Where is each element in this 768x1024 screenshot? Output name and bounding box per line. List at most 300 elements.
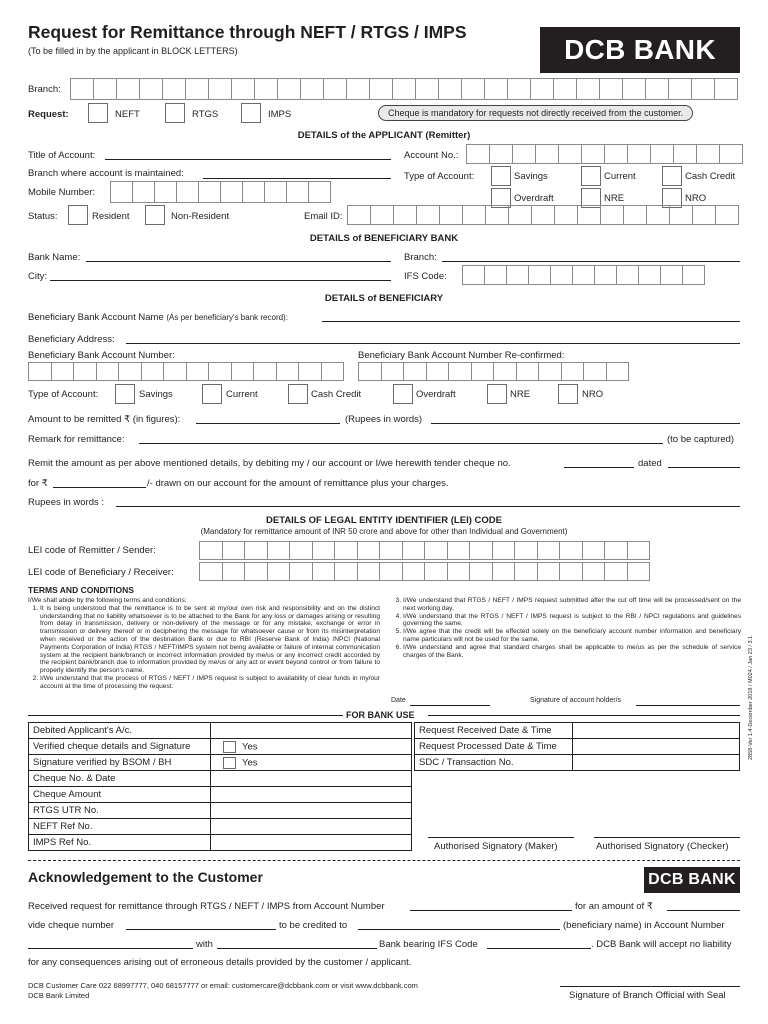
char-box[interactable]: [507, 265, 529, 285]
char-box[interactable]: [485, 78, 508, 100]
cheque-no-line[interactable]: [564, 467, 634, 468]
char-box[interactable]: [494, 362, 517, 381]
bank-row-label: Cheque No. & Date: [29, 771, 211, 787]
cheque-mandatory-note: Cheque is mandatory for requests not directly received from the customer.: [378, 105, 693, 121]
signature-holder-label: Signature of account holder/s: [530, 697, 622, 704]
beneficiary-account-number-label: Beneficiary Bank Account Number:: [28, 350, 175, 361]
bank-row-value[interactable]: [211, 835, 412, 851]
ack-title: Acknowledgement to the Customer: [28, 869, 263, 885]
terms-intro: I/We shall abide by the following terms and conditions:: [28, 597, 187, 604]
ben-nre-label: NRE: [510, 389, 531, 400]
term-6: 6. I/We understand and agree that standard charges shall be applicable to me/us as per the schedule of service charges of the Bank.: [403, 644, 741, 660]
char-box[interactable]: [394, 205, 417, 225]
char-box[interactable]: [416, 78, 439, 100]
beneficiary-account-number-boxes[interactable]: [28, 362, 344, 381]
char-box[interactable]: [403, 562, 426, 581]
char-box[interactable]: [29, 362, 52, 381]
char-box[interactable]: [538, 541, 561, 560]
resident-checkbox[interactable]: [68, 205, 88, 225]
char-box[interactable]: [669, 78, 692, 100]
char-box[interactable]: [245, 562, 268, 581]
imps-label: IMPS: [268, 109, 292, 120]
maker-signature-line[interactable]: [428, 837, 574, 838]
char-box[interactable]: [562, 362, 585, 381]
char-box[interactable]: [359, 362, 382, 381]
char-box[interactable]: [199, 181, 221, 203]
ben-cash-credit-checkbox[interactable]: [288, 384, 308, 404]
bank-right-value[interactable]: [573, 723, 740, 739]
beneficiary-account-name-line[interactable]: [322, 321, 740, 322]
lei-heading: DETAILS OF LEGAL ENTITY IDENTIFIER (LEI) CODE: [266, 515, 502, 526]
char-box[interactable]: [517, 362, 540, 381]
char-box[interactable]: [578, 205, 601, 225]
mobile-label: Mobile Number:: [28, 187, 96, 198]
resident-label: Resident: [92, 211, 130, 222]
nre-label: NRE: [604, 193, 625, 204]
rupees-words-line[interactable]: [431, 423, 740, 424]
char-box[interactable]: [133, 181, 155, 203]
bank-row-value[interactable]: [211, 787, 412, 803]
nro-label: NRO: [685, 193, 707, 204]
char-box[interactable]: [601, 205, 624, 225]
remark-line[interactable]: [139, 443, 663, 444]
status-label: Status:: [28, 211, 58, 222]
char-box[interactable]: [646, 78, 669, 100]
city-label: City:: [28, 271, 47, 282]
ack-line3b: Bank bearing IFS Code: [379, 939, 478, 950]
char-box[interactable]: [119, 362, 142, 381]
bank-row-value[interactable]: [211, 819, 412, 835]
ben-savings-label: Savings: [139, 389, 173, 400]
account-no-boxes[interactable]: [466, 144, 743, 164]
char-box[interactable]: [670, 205, 693, 225]
char-box[interactable]: [393, 78, 416, 100]
date-line[interactable]: [410, 705, 490, 706]
char-box[interactable]: [200, 541, 223, 560]
bank-row-label: NEFT Ref No.: [29, 819, 211, 835]
char-box[interactable]: [290, 541, 313, 560]
char-box[interactable]: [536, 144, 559, 164]
checker-signature-line[interactable]: [594, 837, 740, 838]
amount-figures-line[interactable]: [196, 423, 340, 424]
char-box[interactable]: [221, 181, 243, 203]
remit-text: Remit the amount as per above mentioned details, by debiting my / our account or I/we herewith tender cheque no.: [28, 458, 511, 469]
char-box[interactable]: [560, 541, 583, 560]
branch-maintained-line[interactable]: [203, 178, 391, 179]
char-box[interactable]: [278, 78, 301, 100]
account-no-label: Account No.:: [404, 150, 459, 161]
char-box[interactable]: [560, 562, 583, 581]
char-box[interactable]: [187, 362, 210, 381]
char-box[interactable]: [117, 78, 140, 100]
char-box[interactable]: [382, 362, 405, 381]
term-2: 2. I/We understand that the process of RTGS / NEFT / IMPS request is subject to availability of clear funds in my/our account at the time of processing the request.: [40, 675, 380, 691]
bank-row-value[interactable]: [211, 771, 412, 787]
char-box[interactable]: [243, 181, 265, 203]
for-rs-label: for ₹: [28, 478, 48, 489]
char-box[interactable]: [470, 541, 493, 560]
imps-checkbox[interactable]: [241, 103, 261, 123]
beneficiary-account-reconfirmed-boxes[interactable]: [358, 362, 629, 381]
char-box[interactable]: [628, 541, 651, 560]
bank-logo-small: DCB BANK: [644, 867, 740, 893]
char-box[interactable]: [370, 78, 393, 100]
beneficiary-branch-line[interactable]: [442, 261, 740, 262]
char-box[interactable]: [472, 362, 495, 381]
char-box[interactable]: [94, 78, 117, 100]
char-box[interactable]: [223, 541, 246, 560]
char-box[interactable]: [268, 562, 291, 581]
char-box[interactable]: [485, 265, 507, 285]
ack-bank-line[interactable]: [217, 948, 377, 949]
char-box[interactable]: [232, 78, 255, 100]
char-box[interactable]: [52, 362, 75, 381]
char-box[interactable]: [324, 78, 347, 100]
bank-name-label: Bank Name:: [28, 252, 81, 263]
char-box[interactable]: [577, 78, 600, 100]
bank-row-label: Cheque Amount: [29, 787, 211, 803]
dated-label: dated: [638, 458, 662, 469]
maker-label: Authorised Signatory (Maker): [434, 841, 558, 852]
ack-cheque-line[interactable]: [126, 929, 276, 930]
mobile-boxes[interactable]: [110, 181, 331, 203]
char-box[interactable]: [628, 144, 651, 164]
rtgs-label: RTGS: [192, 109, 219, 120]
char-box[interactable]: [358, 562, 381, 581]
char-box[interactable]: [692, 78, 715, 100]
ack-line2c: (beneficiary name) in Account Number: [563, 920, 725, 931]
lei-remitter-label: LEI code of Remitter / Sender:: [28, 545, 156, 556]
char-box[interactable]: [493, 541, 516, 560]
bank-row-label: Debited Applicant's A/c.: [29, 723, 211, 739]
char-box[interactable]: [463, 205, 486, 225]
bank-row-value: Yes: [211, 755, 412, 771]
char-box[interactable]: [287, 181, 309, 203]
savings-label: Savings: [514, 171, 548, 182]
beneficiary-heading: DETAILS of BENEFICIARY: [324, 293, 444, 304]
city-line[interactable]: [50, 280, 391, 281]
char-box[interactable]: [425, 562, 448, 581]
char-box[interactable]: [463, 265, 485, 285]
char-box[interactable]: [515, 562, 538, 581]
beneficiary-bank-heading: DETAILS of BENEFICIARY BANK: [309, 233, 459, 244]
char-box[interactable]: [617, 265, 639, 285]
email-boxes[interactable]: [347, 205, 739, 225]
char-box[interactable]: [313, 562, 336, 581]
char-box[interactable]: [554, 78, 577, 100]
char-box[interactable]: [371, 205, 394, 225]
char-box[interactable]: [348, 205, 371, 225]
char-box[interactable]: [223, 562, 246, 581]
ben-overdraft-label: Overdraft: [416, 389, 456, 400]
terms-heading: TERMS AND CONDITIONS: [28, 585, 134, 595]
type-of-account-label: Type of Account:: [404, 171, 475, 182]
char-box[interactable]: [111, 181, 133, 203]
ack-amount-line[interactable]: [667, 910, 740, 911]
char-box[interactable]: [605, 541, 628, 560]
char-box[interactable]: [268, 541, 291, 560]
char-box[interactable]: [509, 205, 532, 225]
bank-logo: DCB BANK: [540, 27, 740, 73]
ben-savings-checkbox[interactable]: [115, 384, 135, 404]
char-box[interactable]: [335, 562, 358, 581]
bank-use-left-table: [28, 722, 412, 851]
char-box[interactable]: [573, 265, 595, 285]
char-box[interactable]: [97, 362, 120, 381]
branch-input-boxes[interactable]: [70, 78, 738, 100]
char-box[interactable]: [164, 362, 187, 381]
char-box[interactable]: [693, 205, 716, 225]
char-box[interactable]: [605, 562, 628, 581]
ack-line1a: Received request for remittance through RTGS / NEFT / IMPS from Account Number: [28, 901, 385, 912]
date-label: Date: [391, 697, 406, 704]
char-box[interactable]: [186, 78, 209, 100]
char-box[interactable]: [605, 144, 628, 164]
char-box[interactable]: [539, 362, 562, 381]
ben-current-checkbox[interactable]: [202, 384, 222, 404]
for-rs-line[interactable]: [53, 487, 146, 488]
bank-right-label: Request Received Date & Time: [415, 723, 573, 739]
cut-line: [28, 860, 740, 861]
char-box[interactable]: [155, 181, 177, 203]
char-box[interactable]: [651, 144, 674, 164]
beneficiary-type-of-account-label: Type of Account:: [28, 389, 99, 400]
term-5: 5. I/We agree that the credit will be effected solely on the beneficiary account number information and beneficiary name particulars will not be used for the same.: [403, 628, 741, 644]
char-box[interactable]: [255, 78, 278, 100]
bank-use-rule-left: [28, 715, 343, 716]
char-box[interactable]: [600, 78, 623, 100]
char-box[interactable]: [335, 541, 358, 560]
branch-official-signature-label: Signature of Branch Official with Seal: [569, 990, 726, 1001]
char-box[interactable]: [177, 181, 199, 203]
char-box[interactable]: [200, 562, 223, 581]
branch-maintained-label: Branch where account is maintained:: [28, 168, 184, 179]
char-box[interactable]: [254, 362, 277, 381]
rupees-in-words-line[interactable]: [116, 506, 740, 507]
char-box[interactable]: [209, 362, 232, 381]
customer-care-text: DCB Customer Care 022 68997777, 040 68157777 or email: customercare@dcbbank.com or visit www.dcbbank.com: [28, 981, 418, 990]
char-box[interactable]: [265, 181, 287, 203]
bank-row-value[interactable]: [211, 723, 412, 739]
verified-yes-checkbox[interactable]: [223, 741, 236, 753]
request-label: Request:: [28, 109, 69, 120]
term-3: 3. I/We understand that RTGS / NEFT / IMPS request submitted after the cut off time will be processed/sent on the next working day.: [403, 597, 741, 613]
ben-cash-credit-label: Cash Credit: [311, 389, 362, 400]
dated-line[interactable]: [668, 467, 740, 468]
rupees-words-label: (Rupees in words): [345, 414, 423, 425]
term-4: 4. I/We understand that the RTGS / NEFT / IMPS request is subject to the RBI / NPCI regulations and guidelines governing the same.: [403, 613, 741, 629]
bank-right-value[interactable]: [573, 755, 740, 771]
bank-row-label: RTGS UTR No.: [29, 803, 211, 819]
signature-holder-line[interactable]: [636, 705, 740, 706]
char-box[interactable]: [470, 562, 493, 581]
char-box[interactable]: [74, 362, 97, 381]
char-box[interactable]: [532, 205, 555, 225]
bank-row-value: Yes: [211, 739, 412, 755]
signature-yes-checkbox[interactable]: [223, 757, 236, 769]
branch-official-signature-line[interactable]: [560, 986, 740, 987]
char-box[interactable]: [277, 362, 300, 381]
ben-nre-checkbox[interactable]: [487, 384, 507, 404]
ben-nro-checkbox[interactable]: [558, 384, 578, 404]
ifs-code-boxes[interactable]: [462, 265, 705, 285]
bank-use-heading: FOR BANK USE: [346, 710, 415, 720]
beneficiary-account-reconfirmed-label: Beneficiary Bank Account Number Re-confirmed:: [358, 350, 565, 361]
char-box[interactable]: [607, 362, 630, 381]
char-box[interactable]: [582, 144, 605, 164]
char-box[interactable]: [715, 78, 738, 100]
char-box[interactable]: [674, 144, 697, 164]
lei-note: (Mandatory for remittance amount of INR 50 crore and above for other than Individual and Government): [200, 527, 568, 536]
ack-line2a: vide cheque number: [28, 920, 115, 931]
char-box[interactable]: [683, 265, 705, 285]
char-box[interactable]: [301, 78, 324, 100]
bank-right-value[interactable]: [573, 739, 740, 755]
form-subtitle: (To be filled in by the applicant in BLOCK LETTERS): [28, 46, 238, 56]
rtgs-checkbox[interactable]: [165, 103, 185, 123]
char-box[interactable]: [404, 362, 427, 381]
char-box[interactable]: [697, 144, 720, 164]
cash-credit-label: Cash Credit: [685, 171, 736, 182]
char-box[interactable]: [439, 78, 462, 100]
to-be-captured-label: (to be captured): [667, 434, 735, 445]
bank-row-label: Signature verified by BSOM / BH: [29, 755, 211, 771]
char-box[interactable]: [628, 562, 651, 581]
char-box[interactable]: [290, 562, 313, 581]
char-box[interactable]: [448, 541, 471, 560]
title-of-account-line[interactable]: [105, 159, 391, 160]
email-label: Email ID:: [304, 211, 343, 222]
char-box[interactable]: [299, 362, 322, 381]
char-box[interactable]: [555, 205, 578, 225]
char-box[interactable]: [467, 144, 490, 164]
char-box[interactable]: [309, 181, 331, 203]
char-box[interactable]: [559, 144, 582, 164]
char-box[interactable]: [313, 541, 336, 560]
char-box[interactable]: [140, 78, 163, 100]
char-box[interactable]: [529, 265, 551, 285]
ack-ifs-line[interactable]: [487, 948, 591, 949]
char-box[interactable]: [425, 541, 448, 560]
form-code: 2858-Ver 1.4-December 2018 / M024 / Jan 23 / 3.1: [748, 635, 754, 760]
bank-name-line[interactable]: [86, 261, 391, 262]
bank-right-label: Request Processed Date & Time: [415, 739, 573, 755]
rupees-in-words-label: Rupees in words :: [28, 497, 105, 508]
char-box[interactable]: [639, 265, 661, 285]
char-box[interactable]: [245, 541, 268, 560]
char-box[interactable]: [142, 362, 165, 381]
char-box[interactable]: [595, 265, 617, 285]
lei-beneficiary-boxes[interactable]: [199, 562, 650, 581]
ack-line2b: to be credited to: [279, 920, 348, 931]
char-box[interactable]: [448, 562, 471, 581]
char-box[interactable]: [720, 144, 743, 164]
checker-label: Authorised Signatory (Checker): [596, 841, 729, 852]
neft-checkbox[interactable]: [88, 103, 108, 123]
cash-credit-checkbox[interactable]: [662, 166, 682, 186]
non-resident-checkbox[interactable]: [145, 205, 165, 225]
char-box[interactable]: [584, 362, 607, 381]
ack-beneficiary-line[interactable]: [358, 929, 560, 930]
char-box[interactable]: [163, 78, 186, 100]
char-box[interactable]: [427, 362, 450, 381]
char-box[interactable]: [449, 362, 472, 381]
lei-remitter-boxes[interactable]: [199, 541, 650, 560]
amount-figures-label: Amount to be remitted ₹ (in figures):: [28, 414, 181, 425]
beneficiary-address-line[interactable]: [126, 343, 740, 344]
branch-label: Branch:: [28, 84, 61, 95]
bank-row-label: Verified cheque details and Signature: [29, 739, 211, 755]
char-box[interactable]: [716, 205, 739, 225]
char-box[interactable]: [322, 362, 345, 381]
char-box[interactable]: [209, 78, 232, 100]
ben-overdraft-checkbox[interactable]: [393, 384, 413, 404]
bank-use-right-table: [414, 722, 740, 771]
bank-use-rule-right: [428, 715, 740, 716]
current-checkbox[interactable]: [581, 166, 601, 186]
char-box[interactable]: [508, 78, 531, 100]
non-resident-label: Non-Resident: [171, 211, 230, 222]
savings-checkbox[interactable]: [491, 166, 511, 186]
form-title: Request for Remittance through NEFT / RTGS / IMPS: [28, 22, 467, 42]
lei-beneficiary-label: LEI code of Beneficiary / Receiver:: [28, 567, 174, 578]
overdraft-label: Overdraft: [514, 193, 554, 204]
drawn-text: /- drawn on our account for the amount of remittance plus your charges.: [147, 478, 449, 489]
char-box[interactable]: [583, 541, 606, 560]
char-box[interactable]: [358, 541, 381, 560]
char-box[interactable]: [623, 78, 646, 100]
char-box[interactable]: [380, 541, 403, 560]
char-box[interactable]: [403, 541, 426, 560]
ack-account-line[interactable]: [410, 910, 572, 911]
char-box[interactable]: [440, 205, 463, 225]
char-box[interactable]: [380, 562, 403, 581]
remark-label: Remark for remittance:: [28, 434, 125, 445]
char-box[interactable]: [515, 541, 538, 560]
char-box[interactable]: [490, 144, 513, 164]
ack-account2-line[interactable]: [28, 948, 193, 949]
char-box[interactable]: [232, 362, 255, 381]
bank-row-value[interactable]: [211, 803, 412, 819]
bank-limited-text: DCB Bank Limited: [28, 991, 90, 1000]
char-box[interactable]: [538, 562, 561, 581]
current-label: Current: [604, 171, 636, 182]
char-box[interactable]: [417, 205, 440, 225]
bank-row-label: IMPS Ref No.: [29, 835, 211, 851]
char-box[interactable]: [647, 205, 670, 225]
ack-line3a: with: [196, 939, 213, 950]
ack-line4: for any consequences arising out of erroneous details provided by the customer / applicant.: [28, 957, 412, 968]
char-box[interactable]: [583, 562, 606, 581]
char-box[interactable]: [624, 205, 647, 225]
ben-current-label: Current: [226, 389, 258, 400]
char-box[interactable]: [531, 78, 554, 100]
char-box[interactable]: [486, 205, 509, 225]
beneficiary-address-label: Beneficiary Address:: [28, 334, 115, 345]
beneficiary-account-name-label: Beneficiary Bank Account Name (As per beneficiary's bank record):: [28, 312, 288, 323]
terms-left: [28, 597, 380, 691]
char-box[interactable]: [462, 78, 485, 100]
ben-nro-label: NRO: [582, 389, 604, 400]
char-box[interactable]: [551, 265, 573, 285]
ifs-code-label: IFS Code:: [404, 271, 447, 282]
char-box[interactable]: [71, 78, 94, 100]
char-box[interactable]: [493, 562, 516, 581]
char-box[interactable]: [347, 78, 370, 100]
terms-right: [391, 597, 741, 659]
char-box[interactable]: [513, 144, 536, 164]
char-box[interactable]: [661, 265, 683, 285]
